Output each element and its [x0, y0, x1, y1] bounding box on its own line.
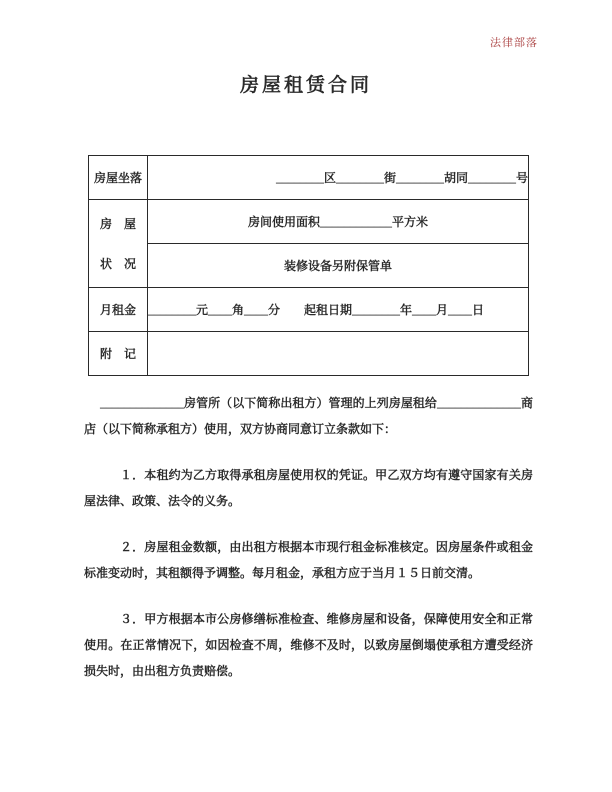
clause-paragraph-1: １．本租约为乙方取得承租房屋使用权的凭证。甲乙双方均有遵守国家有关房屋法律、政策、法令的义务。 — [84, 468, 533, 508]
table-row-location — [89, 156, 529, 200]
table-row-house-condition-2 — [89, 244, 529, 288]
page-title: 房屋租赁合同 — [239, 75, 372, 96]
row-label-condition: 状 况 — [99, 257, 136, 271]
clause-paragraph-2: ２．房屋租金数额，由出租方根据本市现行租金标准核定。因房屋条件或租金标准变动时，其租额得予调整。每月租金，承租方应于当月１５日前交清。 — [84, 540, 533, 580]
row-label-monthly-rent: 月租金 — [89, 288, 148, 332]
table-row-house-condition-1 — [89, 200, 529, 244]
row-label-location: 房屋坐落 — [89, 156, 148, 200]
table-row-remarks — [89, 332, 529, 376]
intro-paragraph: ______________房管所（以下简称出租方）管理的上列房屋租给______________商店（以下简称承租方）使用，双方协商同意订立条款如下： — [84, 396, 533, 436]
row-label-remarks: 附 记 — [89, 332, 148, 376]
rent-amount-blank-line: ________元____角____分 起租日期________年____月____日 — [148, 288, 529, 332]
decoration-equipment-note: 装修设备另附保管单 — [148, 244, 529, 288]
contract-info-table — [88, 155, 529, 376]
site-watermark: 法律部落 — [490, 37, 538, 49]
remarks-empty-cell — [148, 332, 529, 376]
clause-paragraph-3: ３．甲方根据本市公房修缮标准检查、维修房屋和设备，保障使用安全和正常使用。在正常情况下，如因检查不周，维修不及时，以致房屋倒塌使承租方遭受经济损失时，由出租方负责赔偿。 — [84, 612, 533, 678]
table-row-monthly-rent — [89, 288, 529, 332]
usable-area-blank-line: 房间使用面积____________平方米 — [148, 200, 529, 244]
row-label-house-condition — [89, 200, 148, 288]
address-blank-line: ________区________街________胡同________号 — [148, 156, 529, 200]
row-label-house: 房 屋 — [99, 217, 136, 231]
contract-body — [84, 390, 533, 684]
